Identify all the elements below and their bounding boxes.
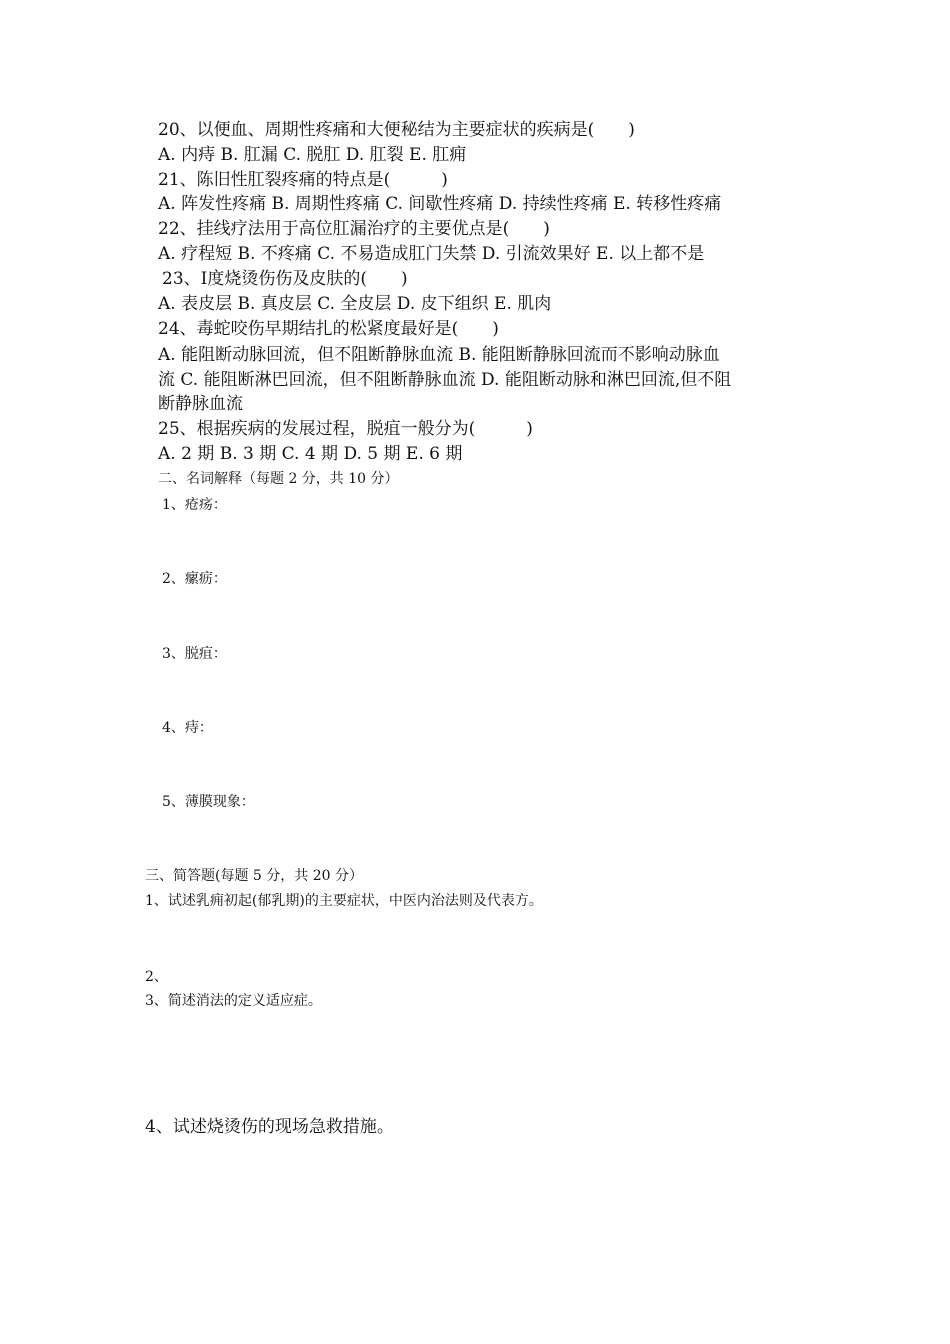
- q20-stem: 20、以便血、周期性疼痛和大便秘结为主要症状的疾病是( ): [158, 120, 635, 140]
- short-answer-2: 2、: [145, 969, 168, 985]
- q23-stem: 23、Ⅰ度烧烫伤伤及皮肤的( ): [162, 269, 408, 289]
- q24-stem: 24、毒蛇咬伤早期结扎的松紧度最好是( ): [158, 319, 499, 339]
- short-answer-3: 3、简述消法的定义适应症。: [145, 993, 322, 1009]
- short-answer-1: 1、试述乳痈初起(郁乳期)的主要症状，中医内治法则及代表方。: [145, 893, 543, 909]
- term-3: 3、脱疽：: [162, 646, 227, 662]
- q22-stem: 22、挂线疗法用于高位肛漏治疗的主要优点是( ): [158, 219, 550, 239]
- q24-options-line3: 断静脉血流: [158, 394, 243, 414]
- q22-options: A. 疗程短 B. 不疼痛 C. 不易造成肛门失禁 D. 引流效果好 E. 以上都不是: [158, 244, 705, 264]
- short-answer-heading: 三、简答题(每题 5 分，共 20 分）: [145, 868, 363, 884]
- q24-options-line1: A. 能阻断动脉回流，但不阻断静脉血流 B. 能阻断静脉回流而不影响动脉血: [158, 345, 720, 365]
- term-4: 4、痔：: [162, 720, 213, 736]
- q20-options: A. 内痔 B. 肛漏 C. 脱肛 D. 肛裂 E. 肛痈: [158, 145, 467, 165]
- q23-options: A. 表皮层 B. 真皮层 C. 全皮层 D. 皮下组织 E. 肌肉: [158, 294, 552, 314]
- q24-options-line2: 流 C. 能阻断淋巴回流，但不阻断静脉血流 D. 能阻断动脉和淋巴回流,但不阻: [158, 370, 732, 390]
- q25-stem: 25、根据疾病的发展过程，脱疽一般分为( ): [158, 419, 533, 439]
- q25-options: A. 2 期 B. 3 期 C. 4 期 D. 5 期 E. 6 期: [158, 444, 463, 464]
- term-1: 1、疮疡：: [162, 497, 227, 513]
- term-2: 2、瘰疬：: [162, 571, 227, 587]
- term-5: 5、薄膜现象：: [162, 794, 255, 810]
- short-answer-4: 4、试述烧烫伤的现场急救措施。: [145, 1117, 394, 1137]
- q21-options: A. 阵发性疼痛 B. 周期性疼痛 C. 间歇性疼痛 D. 持续性疼痛 E. 转移性疼痛: [158, 194, 722, 214]
- terms-heading: 二、名词解释（每题 2 分，共 10 分）: [158, 471, 399, 487]
- q21-stem: 21、陈旧性肛裂疼痛的特点是( ): [158, 170, 448, 190]
